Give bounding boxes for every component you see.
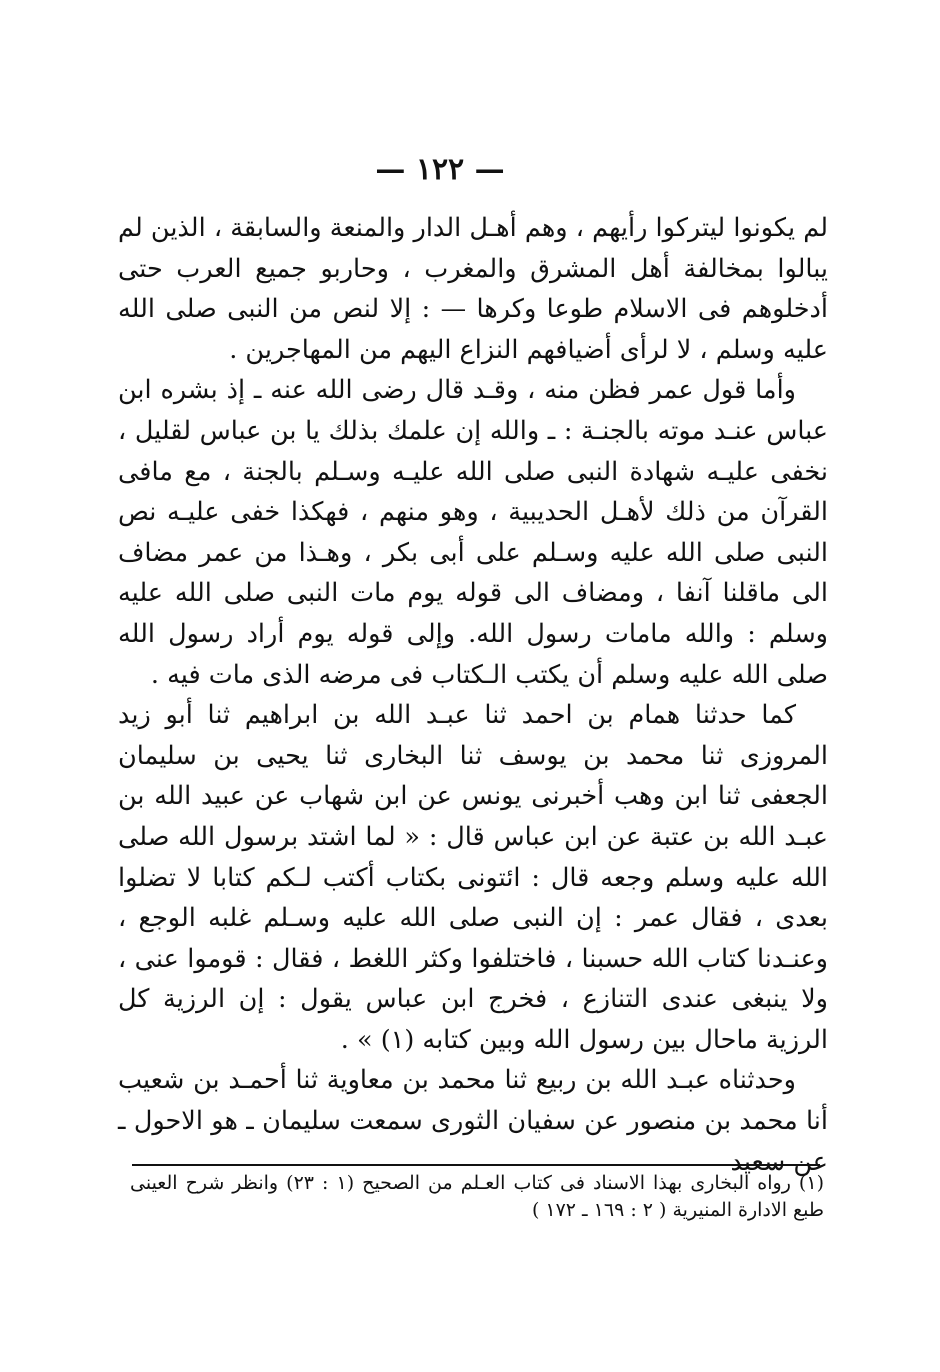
body-text xyxy=(118,208,828,1182)
paragraph: وحدثناه عبـد الله بن ربيع ثنا محمد بن معاوية ثنا أحمـد بن شعيب أنا محمد بن منصور عن سفيان الثورى سمعت سليمان ـ هو الاحول ـ عن سعيد xyxy=(118,1065,828,1177)
paragraph: لم يكونوا ليتركوا رأيهم ، وهم أهـل الدار والمنعة والسابقة ، الذين لم يبالوا بمخالفة أهل المشرق والمغرب ، وحاربو جميع العرب حتى أدخلوهم فى الاسلام طوعا وكرها — : إلا لنص من النبى صلى الله عليه وسلم ، لا لرأى أضيافهم النزاع اليهم من المهاجرين . xyxy=(118,213,828,365)
footnote-divider xyxy=(132,1164,820,1166)
footnotes xyxy=(130,1170,824,1224)
paragraph: وأما قول عمر فظن منه ، وقـد قال رضى الله عنه ـ إذ بشره ابن عباس عنـد موته بالجنـة : ـ والله إن علمك بذلك يا بن عباس لقليل ، نخفى عليـه شهادة النبى صلى الله عليـه وسـلم بالجنة ، مع مافى القرآن من ذلك لأهـل الحديبية ، وهو منهم ، فهكذا خفى عليـه نص النبى صلى الله عليه وسـلم على أبى بكر ، وهـذا من عمر مضاف الى ماقلنا آنفا ، ومضاف الى قوله يوم مات النبى صلى الله عليه وسلم : والله مامات رسول الله. وإلى قوله يوم أراد رسول الله صلى الله عليه وسلم أن يكتب الـكتاب فى مرضه الذى مات فيه . xyxy=(118,375,828,690)
paragraph: كما حدثنا همام بن احمد ثنا عبـد الله بن ابراهيم ثنا أبو زيد المروزى ثنا محمد بن يوسف ثنا البخارى ثنا يحيى بن سليمان الجعفى ثنا ابن وهب أخبرنى يونس عن ابن شهاب عن عبيد الله بن عبـد الله بن عتبة عن ابن عباس قال : « لما اشتد برسول الله صلى الله عليه وسلم وجعه قال : ائتونى بكتاب أكتب لـكم كتابا لا تضلوا بعدى ، فقال عمر : إن النبى صلى الله عليه وسـلم غلبه الوجع ، وعنـدنا كتاب الله حسبنا ، فاختلفوا وكثر اللغط ، فقال : قوموا عنى ، ولا ينبغى عندى التنازع ، فخرج ابن عباس يقول : إن الرزية كل الرزية ماحال بين رسول الله وبين كتابه (١) » . xyxy=(118,700,828,1055)
footnote: (١) رواه البخارى بهذا الاسناد فى كتاب العـلم من الصحيح (١ : ٢٣) وانظر شرح العينى طبع الادارة المنيرية ( ٢ : ١٦٩ ـ ١٧٢ ) xyxy=(130,1172,824,1221)
page-number: — ١٢٢ — xyxy=(375,152,505,187)
